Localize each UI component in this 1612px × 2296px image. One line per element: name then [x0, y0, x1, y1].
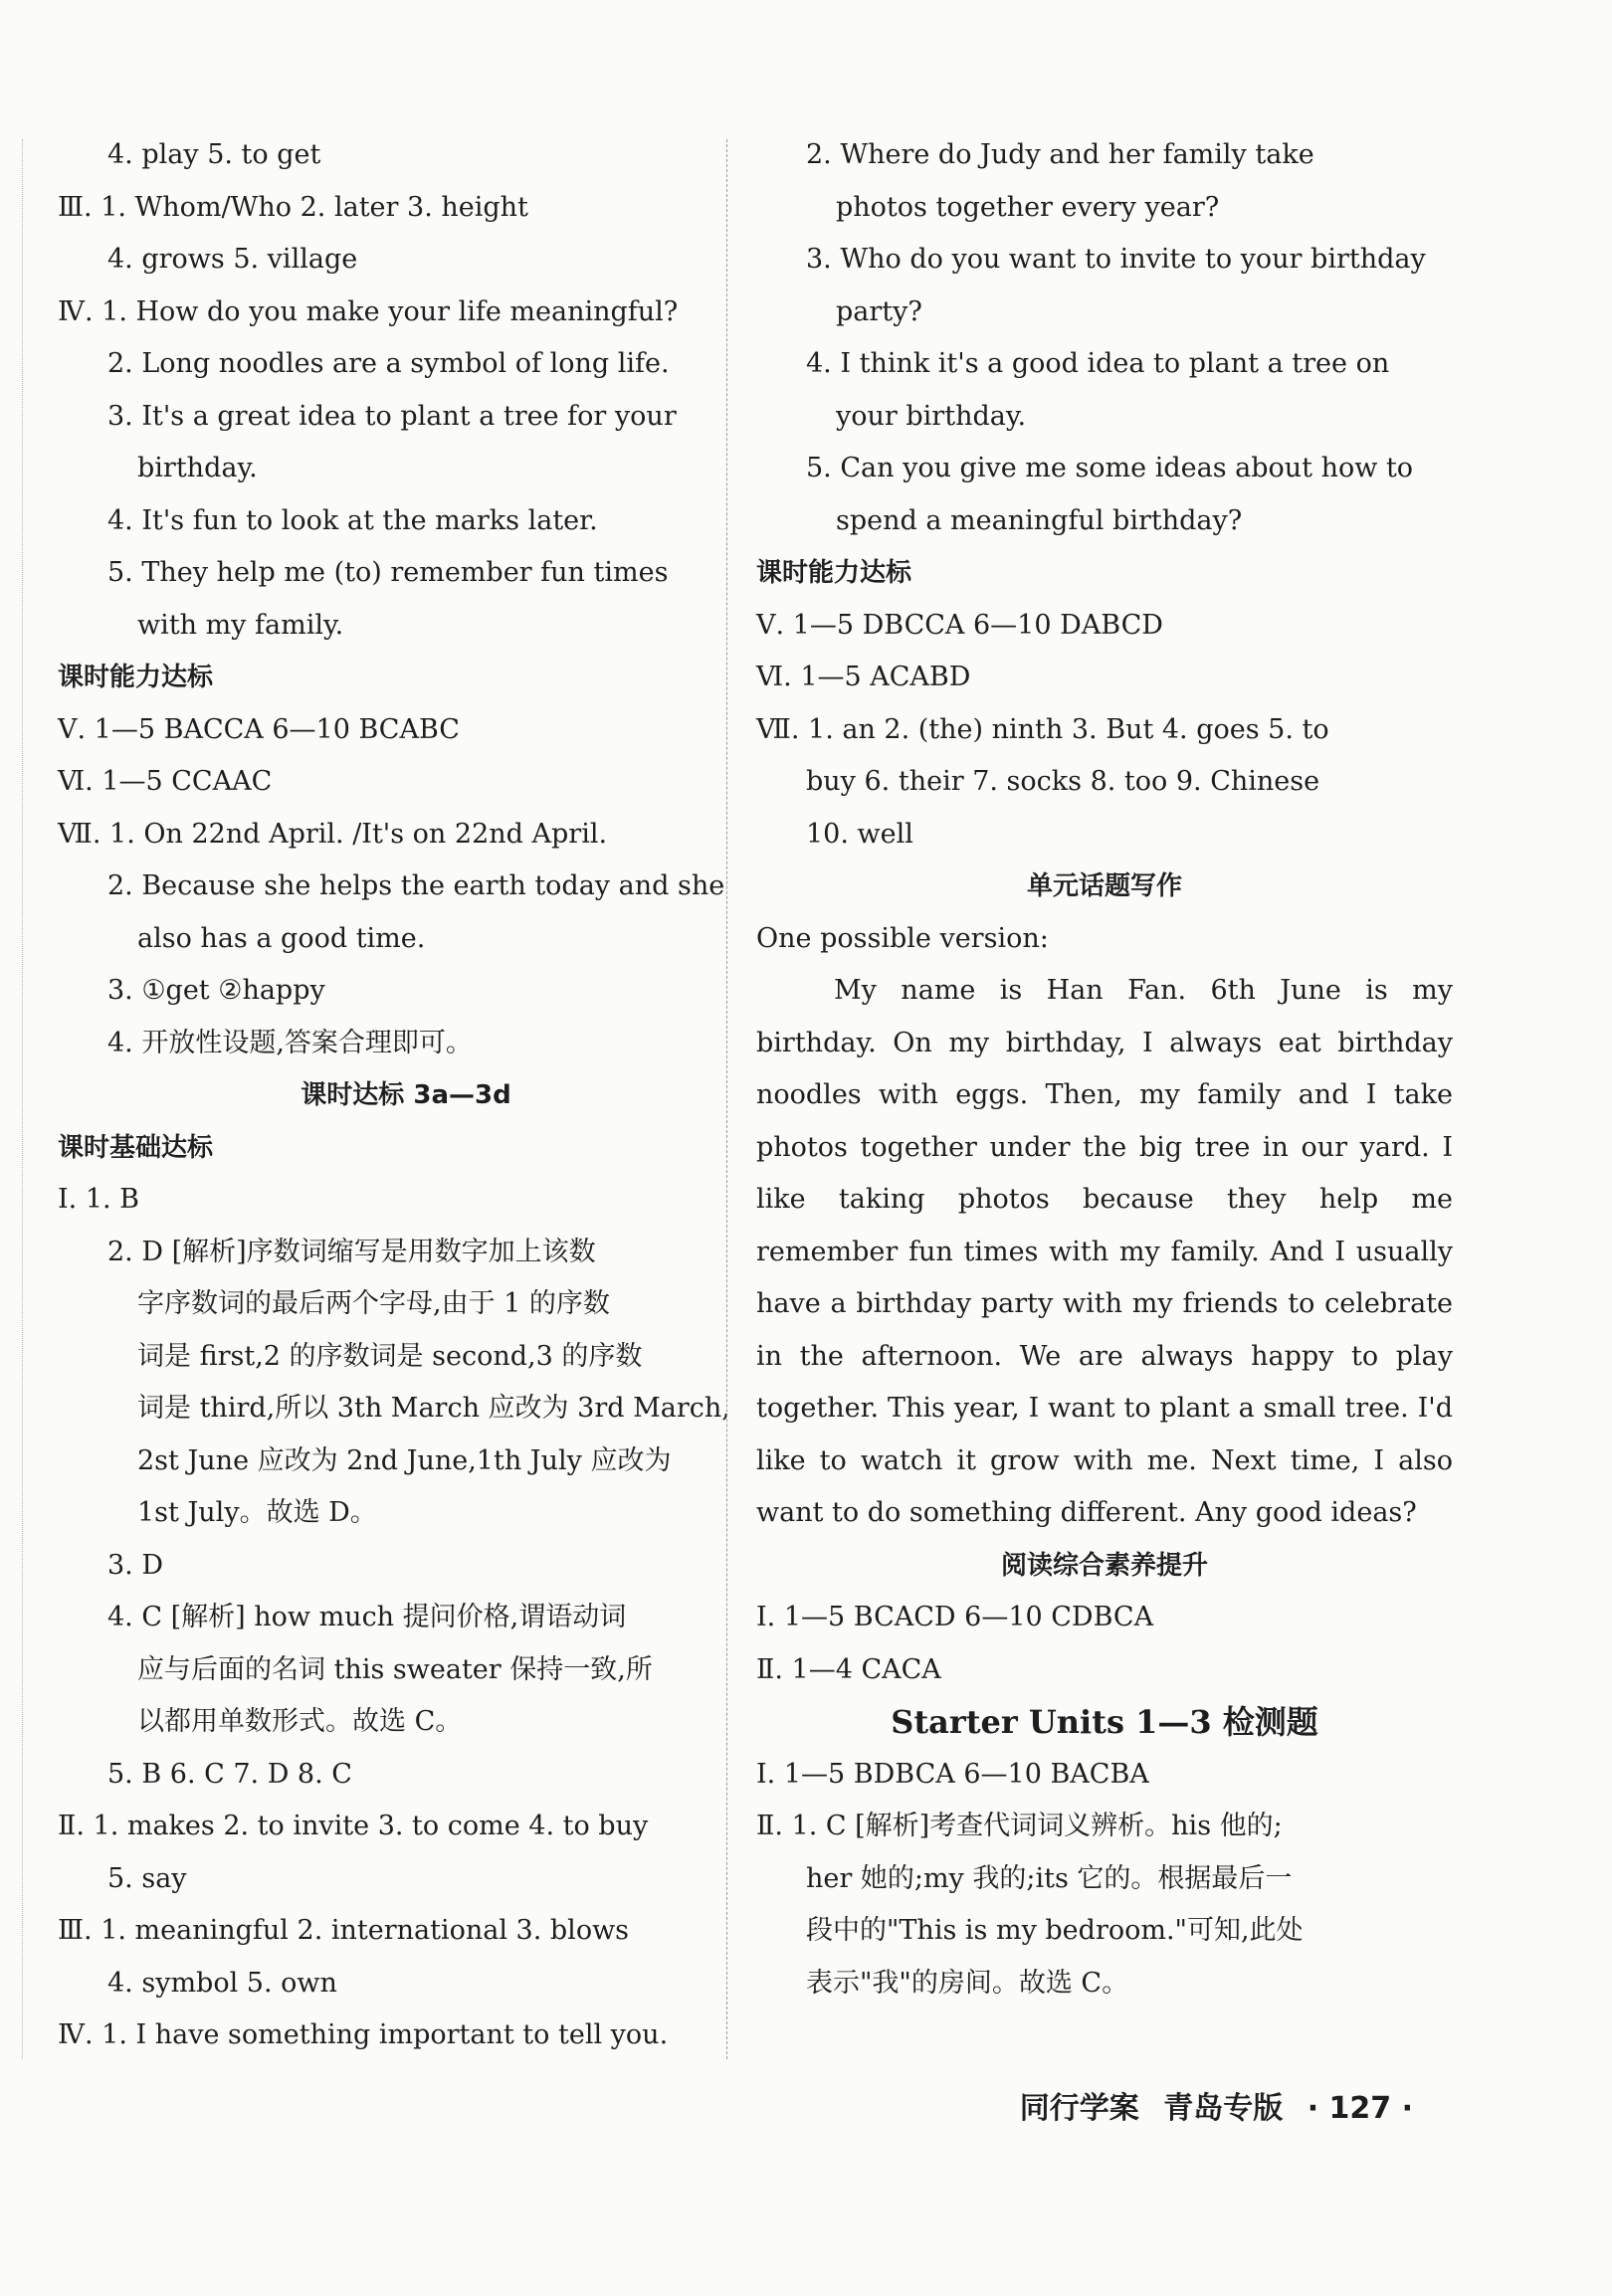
sample-essay: My name is Han Fan. 6th June is my birthday. On my birthday, I always eat birthday noodles with eggs. Then, my family and I take photos together under the big tree in our yard. I like taking photos because they help me remember fun times with my family. And I usually have a birthday party with my friends to celebrate in the afternoon. We are always happy to play together. This year, I want to plant a small tree. I'd like to watch it grow with me. Next time, I also want to do something different. Any good ideas? — [756, 975, 1453, 1528]
answer-line: 以都用单数形式。故选 C。 — [137, 1706, 463, 1737]
answer-line: Ⅵ. 1—5 CCAAC — [58, 766, 273, 797]
left-column — [58, 129, 754, 2062]
answer-line: 应与后面的名词 this sweater 保持一致,所 — [137, 1653, 653, 1685]
section-heading: 阅读综合素养提升 — [1000, 1550, 1208, 1581]
answer-line: 5. say — [107, 1862, 187, 1894]
page-footer — [935, 2083, 1413, 2127]
answer-line: 词是 third,所以 3th March 应改为 3rd March, — [137, 1393, 730, 1424]
answer-line: your birthday. — [836, 400, 1027, 432]
section-heading: 课时基础达标 — [58, 1132, 214, 1163]
answer-line: 3. It's a great idea to plant a tree for your — [107, 400, 677, 432]
answer-line: 字序数词的最后两个字母,由于 1 的序数 — [137, 1288, 610, 1319]
answer-line: 4. C [解析] how much 提问价格,谓语动词 — [107, 1602, 627, 1632]
answer-line: 4. play 5. to get — [107, 139, 321, 170]
answer-line: 4. grows 5. village — [107, 244, 358, 275]
answer-line: 段中的"This is my bedroom."可知,此处 — [806, 1915, 1304, 1946]
answer-line: Ⅰ. 1—5 BDBCA 6—10 BACBA — [756, 1758, 1149, 1790]
answer-line: 5. Can you give me some ideas about how to — [806, 453, 1414, 483]
answer-line: 3. ①get ②happy — [107, 975, 325, 1006]
answer-line: Ⅲ. 1. Whom/Who 2. later 3. height — [58, 191, 528, 223]
answer-line: 1st July。故选 D。 — [137, 1497, 377, 1528]
answer-line: buy 6. their 7. socks 8. too 9. Chinese — [806, 766, 1320, 797]
answer-line: 词是 first,2 的序数词是 second,3 的序数 — [137, 1340, 643, 1372]
book-title: 同行学案 — [1019, 2091, 1139, 2126]
answer-line: birthday. — [137, 453, 258, 483]
answer-line: Ⅶ. 1. an 2. (the) ninth 3. But 4. goes 5. to — [756, 713, 1329, 745]
answer-line: photos together every year? — [836, 191, 1220, 223]
answer-line: 表示"我"的房间。故选 C。 — [806, 1967, 1129, 1999]
section-heading: 课时达标 3a—3d — [301, 1080, 511, 1110]
answer-line: 4. I think it's a good idea to plant a tree on — [806, 348, 1390, 379]
answer-line: 4. It's fun to look at the marks later. — [107, 504, 598, 536]
answer-line: Ⅰ. 1—5 BCACD 6—10 CDBCA — [756, 1602, 1154, 1632]
answer-line: Ⅶ. 1. On 22nd April. /It's on 22nd April. — [58, 818, 608, 850]
answer-line: Ⅱ. 1. makes 2. to invite 3. to come 4. to buy — [58, 1811, 649, 1841]
answer-line: party? — [836, 295, 922, 327]
answer-line: Ⅲ. 1. meaningful 2. international 3. blows — [58, 1915, 630, 1946]
section-heading: 课时能力达标 — [58, 663, 214, 692]
answer-line: Ⅰ. 1. B — [58, 1184, 140, 1215]
edition-label: 青岛专版 — [1163, 2091, 1284, 2126]
section-heading: 单元话题写作 — [1026, 871, 1182, 901]
answer-line: 5. They help me (to) remember fun times — [107, 557, 669, 588]
answer-line: also has a good time. — [137, 922, 426, 954]
answer-line: 3. Who do you want to invite to your birthday — [806, 244, 1426, 275]
answer-line: 2. Because she helps the earth today and she — [107, 870, 725, 901]
answer-line: One possible version: — [756, 922, 1049, 954]
answer-line: spend a meaningful birthday? — [836, 504, 1243, 536]
column-divider — [726, 139, 727, 2059]
right-column — [756, 129, 1453, 2009]
answer-line: Ⅵ. 1—5 ACABD — [756, 662, 971, 692]
answer-line: Ⅱ. 1. C [解析]考查代词词义辨析。his 他的; — [756, 1811, 1283, 1841]
answer-line: Ⅴ. 1—5 BACCA 6—10 BCABC — [58, 713, 460, 745]
answer-line: Ⅴ. 1—5 DBCCA 6—10 DABCD — [756, 609, 1163, 641]
answer-line: 10. well — [806, 818, 913, 850]
answer-line: 2st June 应改为 2nd June,1th July 应改为 — [137, 1444, 672, 1476]
answer-line: 3. D — [107, 1549, 163, 1581]
binding-edge — [22, 139, 23, 2059]
answer-line: 4. 开放性设题,答案合理即可。 — [107, 1027, 473, 1058]
answer-line: Ⅱ. 1—4 CACA — [756, 1653, 941, 1685]
answer-line: 2. Long noodles are a symbol of long life. — [107, 348, 670, 379]
answer-line: 5. B 6. C 7. D 8. C — [107, 1758, 352, 1790]
unit-test-title: Starter Units 1—3 检测题 — [891, 1703, 1318, 1741]
answer-line: Ⅳ. 1. How do you make your life meaningful? — [58, 295, 679, 327]
answer-line: 2. Where do Judy and her family take — [806, 139, 1314, 170]
section-heading: 课时能力达标 — [756, 558, 912, 588]
page-number: · 127 · — [1307, 2091, 1413, 2126]
answer-line: with my family. — [137, 609, 344, 641]
answer-line: Ⅳ. 1. I have something important to tell you. — [58, 2019, 669, 2050]
answer-line: 4. symbol 5. own — [107, 1967, 337, 1999]
answer-line: her 她的;my 我的;its 它的。根据最后一 — [806, 1862, 1293, 1894]
answer-line: 2. D [解析]序数词缩写是用数字加上该数 — [107, 1236, 596, 1267]
